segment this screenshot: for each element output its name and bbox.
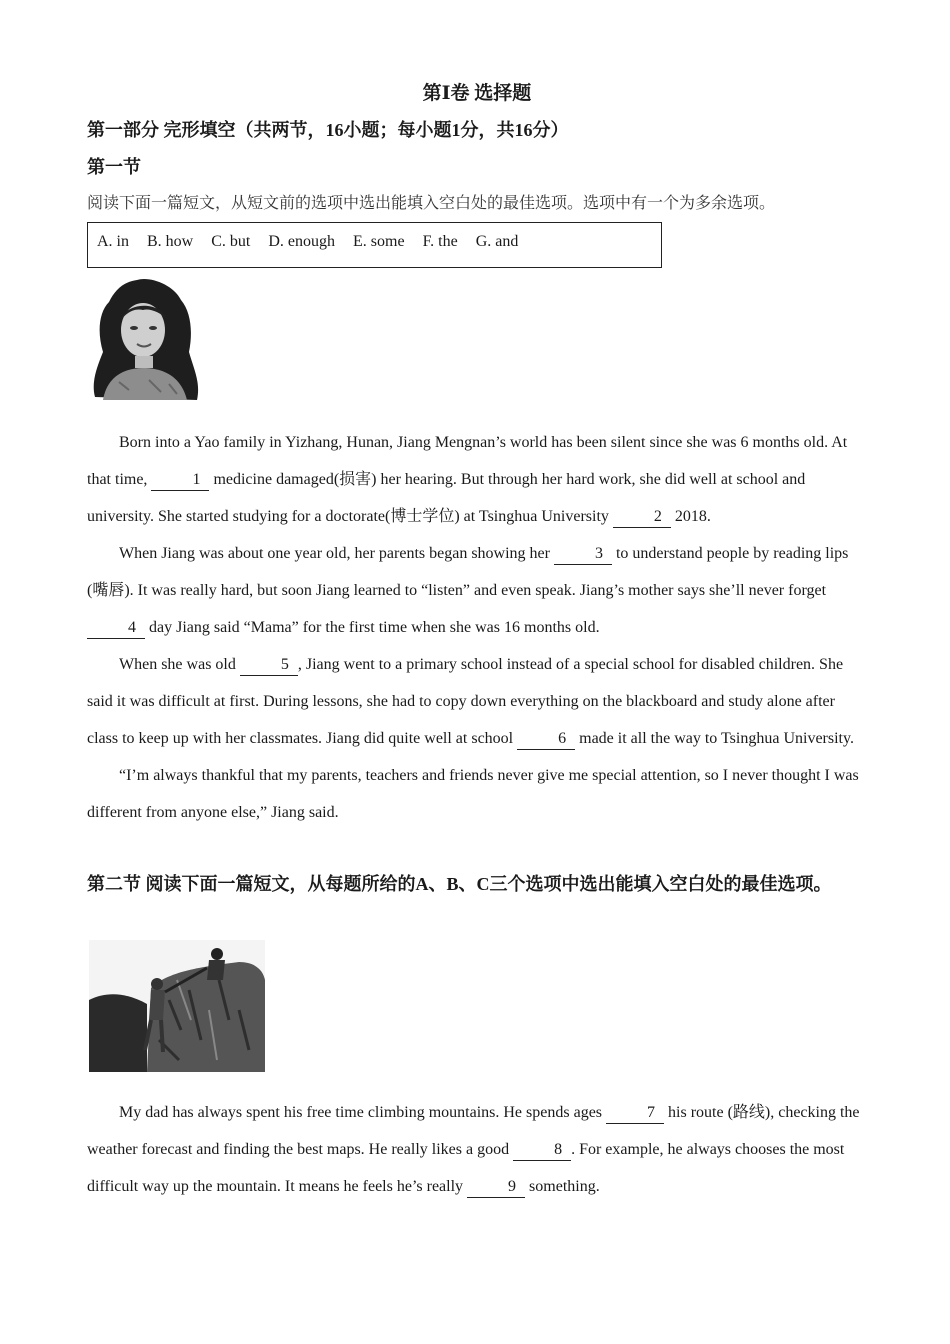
blank-1: 1 [151, 470, 209, 491]
options-list [97, 233, 532, 251]
blank-3: 3 [554, 544, 612, 565]
text-span: Born into a Yao family in Yizhang, Hunan, Jiang Mengnan’s world has been silent since she was 6 months old. At that time, [87, 434, 848, 488]
option-d: D. enough [268, 233, 336, 250]
passage1-paragraph [87, 646, 867, 757]
text-span: When Jiang was about one year old, her parents began showing her [119, 545, 554, 562]
passage1-paragraph: “I’m always thankful that my parents, teachers and friends never give me special attention, so I never thought I was different from anyone else,” Jiang said. [87, 767, 859, 821]
page-title: 第Ⅰ卷 选择题 [422, 83, 532, 104]
mountain-climbing-photo [89, 940, 265, 1072]
option-f: F. the [422, 233, 458, 250]
text-span: day Jiang said “Mama” for the first time when she was 16 months old. [145, 619, 600, 636]
passage1-paragraph [87, 424, 867, 535]
portrait-photo [89, 272, 201, 404]
text-span: 2018. [670, 508, 711, 525]
section2-heading: 第二节 阅读下面一篇短文，从每题所给的A、B、C三个选项中选出能填入空白处的最佳选项。 [87, 874, 832, 894]
option-b: B. how [147, 233, 194, 250]
text-span: . For example, he always chooses the most difficult way up the mountain. It means he feels he’s really [87, 1141, 845, 1195]
text-span: something. [525, 1178, 600, 1195]
text-span: , Jiang went to a primary school instead of a special school for disabled children. She said it was difficult at first. During lessons, she had to copy down everything on the blackboard and study alone after class to keep up with her classmates. Jiang did quite well at school [87, 656, 844, 747]
text-span: his route (路线), checking the weather forecast and finding the best maps. He really likes a good [87, 1104, 860, 1158]
passage1-paragraph [87, 535, 867, 646]
option-c: C. but [211, 233, 251, 250]
passage2 [87, 1094, 867, 1205]
options-box [87, 222, 662, 268]
blank-6: 6 [517, 729, 575, 750]
text-span: medicine damaged(损害) her hearing. But through her hard work, she did well at school and university. She started studying for a doctorate(博士学位) at Tsinghua University [87, 471, 806, 525]
blank-8: 8 [513, 1140, 571, 1161]
blank-7: 7 [606, 1103, 664, 1124]
option-e: E. some [353, 233, 405, 250]
passage2-paragraph [87, 1094, 867, 1205]
text-span: made it all the way to Tsinghua University. [575, 730, 854, 747]
option-g: G. and [475, 233, 519, 250]
blank-4: 4 [87, 618, 145, 639]
section1-instruction: 阅读下面一篇短文，从短文前的选项中选出能填入空白处的最佳选项。选项中有一个为多余选项。 [87, 195, 776, 212]
blank-5: 5 [240, 655, 298, 676]
section1-heading: 第一节 [87, 157, 141, 177]
part1-heading: 第一部分 完形填空（共两节，16小题；每小题1分，共16分） [87, 120, 569, 140]
option-a: A. in [97, 233, 129, 250]
blank-2: 2 [613, 507, 671, 528]
text-span: to understand people by reading lips (嘴唇). It was really hard, but soon Jiang learned to “listen” and even speak. Jiang’s mother says she’ll never forget [87, 545, 849, 599]
text-span: When she was old [119, 656, 240, 673]
text-span: My dad has always spent his free time climbing mountains. He spends ages [119, 1104, 607, 1121]
passage1 [87, 424, 867, 831]
blank-9: 9 [467, 1177, 525, 1198]
